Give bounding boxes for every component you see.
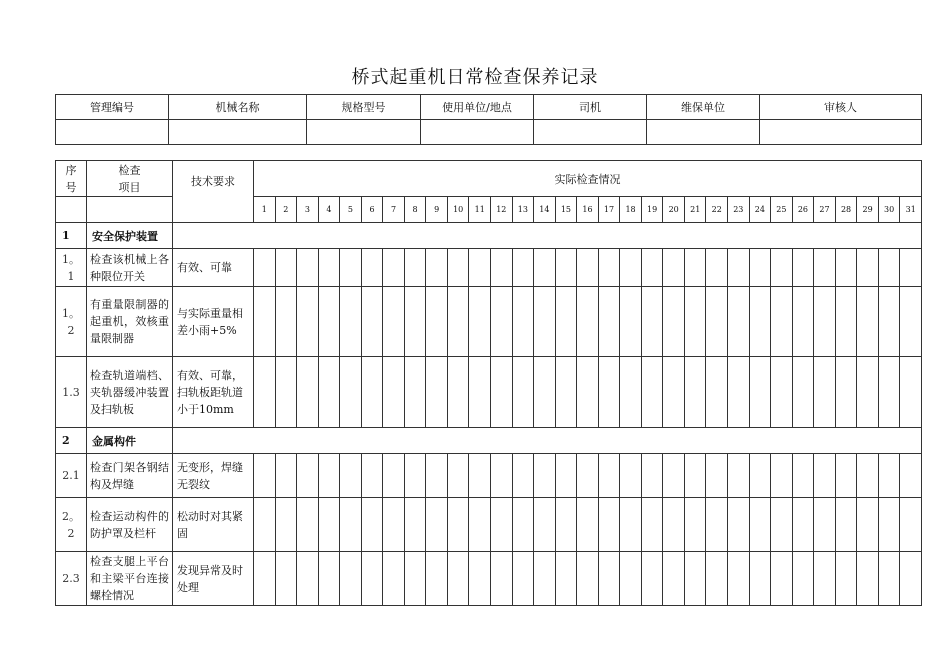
check-cell[interactable]	[900, 498, 922, 552]
day-number: 25	[771, 197, 793, 223]
check-cell[interactable]	[598, 552, 620, 606]
check-cell[interactable]	[857, 287, 879, 357]
row-seq: 2。 2	[56, 498, 87, 552]
check-cell[interactable]	[534, 287, 556, 357]
check-cell[interactable]	[684, 287, 706, 357]
check-cell[interactable]	[469, 249, 491, 287]
check-cell[interactable]	[900, 357, 922, 428]
check-cell[interactable]	[900, 454, 922, 498]
check-cell[interactable]	[857, 454, 879, 498]
check-cell[interactable]	[684, 249, 706, 287]
check-cell[interactable]	[491, 552, 513, 606]
check-cell[interactable]	[900, 287, 922, 357]
check-cell[interactable]	[383, 454, 405, 498]
header-value	[307, 120, 421, 145]
check-cell[interactable]	[814, 249, 836, 287]
check-cell[interactable]	[491, 287, 513, 357]
check-cell[interactable]	[577, 454, 599, 498]
col-req-header: 技术要求	[173, 161, 254, 223]
check-cell[interactable]	[340, 454, 362, 498]
check-cell[interactable]	[297, 454, 319, 498]
section-number: 2	[56, 428, 87, 454]
check-cell[interactable]	[361, 357, 383, 428]
check-cell[interactable]	[857, 552, 879, 606]
day-number: 27	[814, 197, 836, 223]
col-item-header: 检查 项目	[87, 161, 173, 197]
table-row	[56, 287, 922, 357]
day-number: 17	[598, 197, 620, 223]
check-cell[interactable]	[447, 498, 469, 552]
check-cell[interactable]	[577, 249, 599, 287]
check-cell[interactable]	[512, 357, 534, 428]
check-cell[interactable]	[361, 287, 383, 357]
check-cell[interactable]	[426, 287, 448, 357]
check-cell[interactable]	[404, 357, 426, 428]
row-item: 检查轨道端档、夹轨器缓冲装置及扫轨板	[87, 357, 173, 428]
table-row	[56, 454, 922, 498]
day-number: 11	[469, 197, 491, 223]
check-cell[interactable]	[447, 552, 469, 606]
check-cell[interactable]	[792, 287, 814, 357]
check-cell[interactable]	[728, 287, 750, 357]
check-cell[interactable]	[663, 454, 685, 498]
col-actual-header: 实际检查情况	[254, 161, 922, 197]
check-cell[interactable]	[254, 552, 276, 606]
check-cell[interactable]	[620, 249, 642, 287]
day-number: 29	[857, 197, 879, 223]
check-cell[interactable]	[900, 552, 922, 606]
row-seq: 1.3	[56, 357, 87, 428]
check-cell[interactable]	[792, 552, 814, 606]
check-cell[interactable]	[275, 287, 297, 357]
check-cell[interactable]	[275, 498, 297, 552]
check-cell[interactable]	[641, 287, 663, 357]
check-cell[interactable]	[641, 357, 663, 428]
check-cell[interactable]	[254, 357, 276, 428]
check-cell[interactable]	[835, 454, 857, 498]
check-cell[interactable]	[297, 357, 319, 428]
check-cell[interactable]	[426, 249, 448, 287]
check-cell[interactable]	[835, 249, 857, 287]
day-number: 3	[297, 197, 319, 223]
page-title: 桥式起重机日常检查保养记录	[351, 67, 599, 88]
check-cell[interactable]	[426, 357, 448, 428]
check-cell[interactable]	[749, 249, 771, 287]
check-cell[interactable]	[512, 552, 534, 606]
check-cell[interactable]	[318, 249, 340, 287]
day-number: 19	[641, 197, 663, 223]
row-requirement: 发现异常及时处理	[173, 552, 254, 606]
check-cell[interactable]	[771, 249, 793, 287]
check-cell[interactable]	[663, 249, 685, 287]
table-row	[56, 498, 922, 552]
table-row	[56, 357, 922, 428]
check-cell[interactable]	[297, 498, 319, 552]
check-cell[interactable]	[706, 287, 728, 357]
check-cell[interactable]	[275, 249, 297, 287]
check-cell[interactable]	[598, 249, 620, 287]
check-cell[interactable]	[577, 287, 599, 357]
check-cell[interactable]	[684, 357, 706, 428]
table-row	[56, 249, 922, 287]
check-cell[interactable]	[728, 552, 750, 606]
check-cell[interactable]	[577, 357, 599, 428]
check-cell[interactable]	[641, 249, 663, 287]
check-cell[interactable]	[254, 498, 276, 552]
day-number: 23	[728, 197, 750, 223]
header-label: 审核人	[760, 95, 922, 120]
check-cell[interactable]	[469, 498, 491, 552]
check-cell[interactable]	[771, 357, 793, 428]
check-cell[interactable]	[426, 454, 448, 498]
check-cell[interactable]	[383, 249, 405, 287]
blank-cell	[56, 197, 87, 223]
check-cell[interactable]	[663, 287, 685, 357]
row-seq: 1。 2	[56, 287, 87, 357]
section-number: 1	[56, 223, 87, 249]
day-number: 14	[534, 197, 556, 223]
check-cell[interactable]	[641, 454, 663, 498]
check-cell[interactable]	[404, 454, 426, 498]
check-cell[interactable]	[447, 249, 469, 287]
check-cell[interactable]	[275, 552, 297, 606]
day-number: 12	[491, 197, 513, 223]
day-number: 21	[684, 197, 706, 223]
day-number: 7	[383, 197, 405, 223]
day-number: 22	[706, 197, 728, 223]
check-cell[interactable]	[792, 249, 814, 287]
check-cell[interactable]	[404, 552, 426, 606]
inspection-table	[55, 160, 922, 606]
day-number: 1	[254, 197, 276, 223]
check-cell[interactable]	[728, 454, 750, 498]
check-cell[interactable]	[447, 357, 469, 428]
check-cell[interactable]	[684, 454, 706, 498]
header-value	[647, 120, 760, 145]
header-label: 管理编号	[56, 95, 169, 120]
check-cell[interactable]	[361, 498, 383, 552]
check-cell[interactable]	[534, 498, 556, 552]
check-cell[interactable]	[857, 357, 879, 428]
row-seq: 2.1	[56, 454, 87, 498]
check-cell[interactable]	[297, 249, 319, 287]
check-cell[interactable]	[598, 287, 620, 357]
day-number: 20	[663, 197, 685, 223]
check-cell[interactable]	[663, 357, 685, 428]
check-cell[interactable]	[749, 357, 771, 428]
check-cell[interactable]	[792, 498, 814, 552]
check-cell[interactable]	[598, 454, 620, 498]
check-cell[interactable]	[469, 357, 491, 428]
check-cell[interactable]	[275, 357, 297, 428]
check-cell[interactable]	[534, 249, 556, 287]
check-cell[interactable]	[814, 357, 836, 428]
check-cell[interactable]	[275, 454, 297, 498]
day-number: 28	[835, 197, 857, 223]
check-cell[interactable]	[684, 498, 706, 552]
col-seq-header: 序 号	[56, 161, 87, 197]
check-cell[interactable]	[878, 249, 900, 287]
check-cell[interactable]	[835, 498, 857, 552]
day-number: 6	[361, 197, 383, 223]
row-item: 检查支腿上平台和主梁平台连接螺栓情况	[87, 552, 173, 606]
day-number: 31	[900, 197, 922, 223]
check-cell[interactable]	[878, 498, 900, 552]
day-number: 16	[577, 197, 599, 223]
check-cell[interactable]	[361, 552, 383, 606]
check-cell[interactable]	[857, 498, 879, 552]
check-cell[interactable]	[706, 357, 728, 428]
check-cell[interactable]	[728, 498, 750, 552]
check-cell[interactable]	[297, 552, 319, 606]
check-cell[interactable]	[340, 249, 362, 287]
check-cell[interactable]	[749, 552, 771, 606]
day-number: 2	[275, 197, 297, 223]
check-cell[interactable]	[318, 287, 340, 357]
check-cell[interactable]	[254, 249, 276, 287]
check-cell[interactable]	[318, 357, 340, 428]
check-cell[interactable]	[878, 287, 900, 357]
check-cell[interactable]	[620, 498, 642, 552]
check-cell[interactable]	[878, 454, 900, 498]
check-cell[interactable]	[728, 357, 750, 428]
check-cell[interactable]	[663, 498, 685, 552]
check-cell[interactable]	[749, 498, 771, 552]
check-cell[interactable]	[814, 287, 836, 357]
check-cell[interactable]	[598, 357, 620, 428]
check-cell[interactable]	[706, 552, 728, 606]
day-number: 24	[749, 197, 771, 223]
check-cell[interactable]	[340, 357, 362, 428]
header-value	[169, 120, 307, 145]
check-cell[interactable]	[469, 552, 491, 606]
check-cell[interactable]	[491, 249, 513, 287]
header-value	[534, 120, 647, 145]
check-cell[interactable]	[663, 552, 685, 606]
check-cell[interactable]	[814, 552, 836, 606]
blank-cell	[87, 197, 173, 223]
check-cell[interactable]	[447, 454, 469, 498]
info-header-table	[55, 94, 922, 145]
check-cell[interactable]	[792, 454, 814, 498]
header-label: 使用单位/地点	[421, 95, 534, 120]
check-cell[interactable]	[555, 287, 577, 357]
check-cell[interactable]	[878, 357, 900, 428]
check-cell[interactable]	[404, 498, 426, 552]
check-cell[interactable]	[512, 498, 534, 552]
header-label: 维保单位	[647, 95, 760, 120]
day-number: 15	[555, 197, 577, 223]
header-label: 机械名称	[169, 95, 307, 120]
check-cell[interactable]	[555, 552, 577, 606]
check-cell[interactable]	[447, 287, 469, 357]
day-number: 30	[878, 197, 900, 223]
check-cell[interactable]	[340, 287, 362, 357]
check-cell[interactable]	[641, 552, 663, 606]
row-item: 检查该机械上各种限位开关	[87, 249, 173, 287]
header-value	[56, 120, 169, 145]
check-cell[interactable]	[318, 454, 340, 498]
check-cell[interactable]	[878, 552, 900, 606]
header-value	[760, 120, 922, 145]
day-number: 4	[318, 197, 340, 223]
row-requirement: 无变形，焊缝无裂纹	[173, 454, 254, 498]
check-cell[interactable]	[491, 454, 513, 498]
check-cell[interactable]	[641, 498, 663, 552]
check-cell[interactable]	[792, 357, 814, 428]
check-cell[interactable]	[771, 454, 793, 498]
check-cell[interactable]	[404, 287, 426, 357]
check-cell[interactable]	[835, 357, 857, 428]
row-requirement: 有效、可靠	[173, 249, 254, 287]
check-cell[interactable]	[383, 552, 405, 606]
day-number: 5	[340, 197, 362, 223]
row-seq: 2.3	[56, 552, 87, 606]
check-cell[interactable]	[771, 287, 793, 357]
header-label: 司机	[534, 95, 647, 120]
check-cell[interactable]	[534, 454, 556, 498]
check-cell[interactable]	[534, 552, 556, 606]
check-cell[interactable]	[318, 552, 340, 606]
section-name: 安全保护装置	[87, 223, 173, 249]
check-cell[interactable]	[404, 249, 426, 287]
row-item: 有重量限制器的起重机，效核重量限制器	[87, 287, 173, 357]
row-item: 检查门架各钢结构及焊缝	[87, 454, 173, 498]
section-fill	[173, 428, 922, 454]
day-number: 13	[512, 197, 534, 223]
check-cell[interactable]	[254, 287, 276, 357]
check-cell[interactable]	[383, 357, 405, 428]
day-number: 8	[404, 197, 426, 223]
table-row	[56, 552, 922, 606]
row-requirement: 与实际重量相差小雨+5%	[173, 287, 254, 357]
check-cell[interactable]	[706, 498, 728, 552]
check-cell[interactable]	[749, 454, 771, 498]
check-cell[interactable]	[340, 498, 362, 552]
check-cell[interactable]	[728, 249, 750, 287]
day-number: 9	[426, 197, 448, 223]
check-cell[interactable]	[469, 454, 491, 498]
check-cell[interactable]	[297, 287, 319, 357]
check-cell[interactable]	[814, 498, 836, 552]
check-cell[interactable]	[814, 454, 836, 498]
check-cell[interactable]	[426, 552, 448, 606]
check-cell[interactable]	[361, 454, 383, 498]
check-cell[interactable]	[835, 287, 857, 357]
row-item: 检查运动构件的防护罩及栏杆	[87, 498, 173, 552]
header-value	[421, 120, 534, 145]
check-cell[interactable]	[620, 287, 642, 357]
check-cell[interactable]	[620, 454, 642, 498]
check-cell[interactable]	[383, 498, 405, 552]
check-cell[interactable]	[491, 498, 513, 552]
check-cell[interactable]	[555, 454, 577, 498]
row-requirement: 松动时对其紧固	[173, 498, 254, 552]
check-cell[interactable]	[318, 498, 340, 552]
check-cell[interactable]	[534, 357, 556, 428]
check-cell[interactable]	[706, 454, 728, 498]
row-requirement: 有效、可靠，扫轨板距轨道小于10mm	[173, 357, 254, 428]
day-number: 26	[792, 197, 814, 223]
check-cell[interactable]	[706, 249, 728, 287]
check-cell[interactable]	[749, 287, 771, 357]
check-cell[interactable]	[512, 287, 534, 357]
row-seq: 1。 1	[56, 249, 87, 287]
check-cell[interactable]	[684, 552, 706, 606]
day-number: 10	[447, 197, 469, 223]
check-cell[interactable]	[857, 249, 879, 287]
check-cell[interactable]	[577, 552, 599, 606]
section-fill	[173, 223, 922, 249]
check-cell[interactable]	[361, 249, 383, 287]
check-cell[interactable]	[555, 498, 577, 552]
check-cell[interactable]	[383, 287, 405, 357]
check-cell[interactable]	[620, 357, 642, 428]
check-cell[interactable]	[620, 552, 642, 606]
check-cell[interactable]	[555, 249, 577, 287]
check-cell[interactable]	[512, 249, 534, 287]
day-number: 18	[620, 197, 642, 223]
check-cell[interactable]	[512, 454, 534, 498]
section-name: 金属构件	[87, 428, 173, 454]
check-cell[interactable]	[491, 357, 513, 428]
check-cell[interactable]	[771, 552, 793, 606]
header-label: 规格型号	[307, 95, 421, 120]
check-cell[interactable]	[835, 552, 857, 606]
check-cell[interactable]	[900, 249, 922, 287]
check-cell[interactable]	[254, 454, 276, 498]
check-cell[interactable]	[771, 498, 793, 552]
check-cell[interactable]	[426, 498, 448, 552]
check-cell[interactable]	[577, 498, 599, 552]
check-cell[interactable]	[340, 552, 362, 606]
check-cell[interactable]	[555, 357, 577, 428]
check-cell[interactable]	[469, 287, 491, 357]
check-cell[interactable]	[598, 498, 620, 552]
